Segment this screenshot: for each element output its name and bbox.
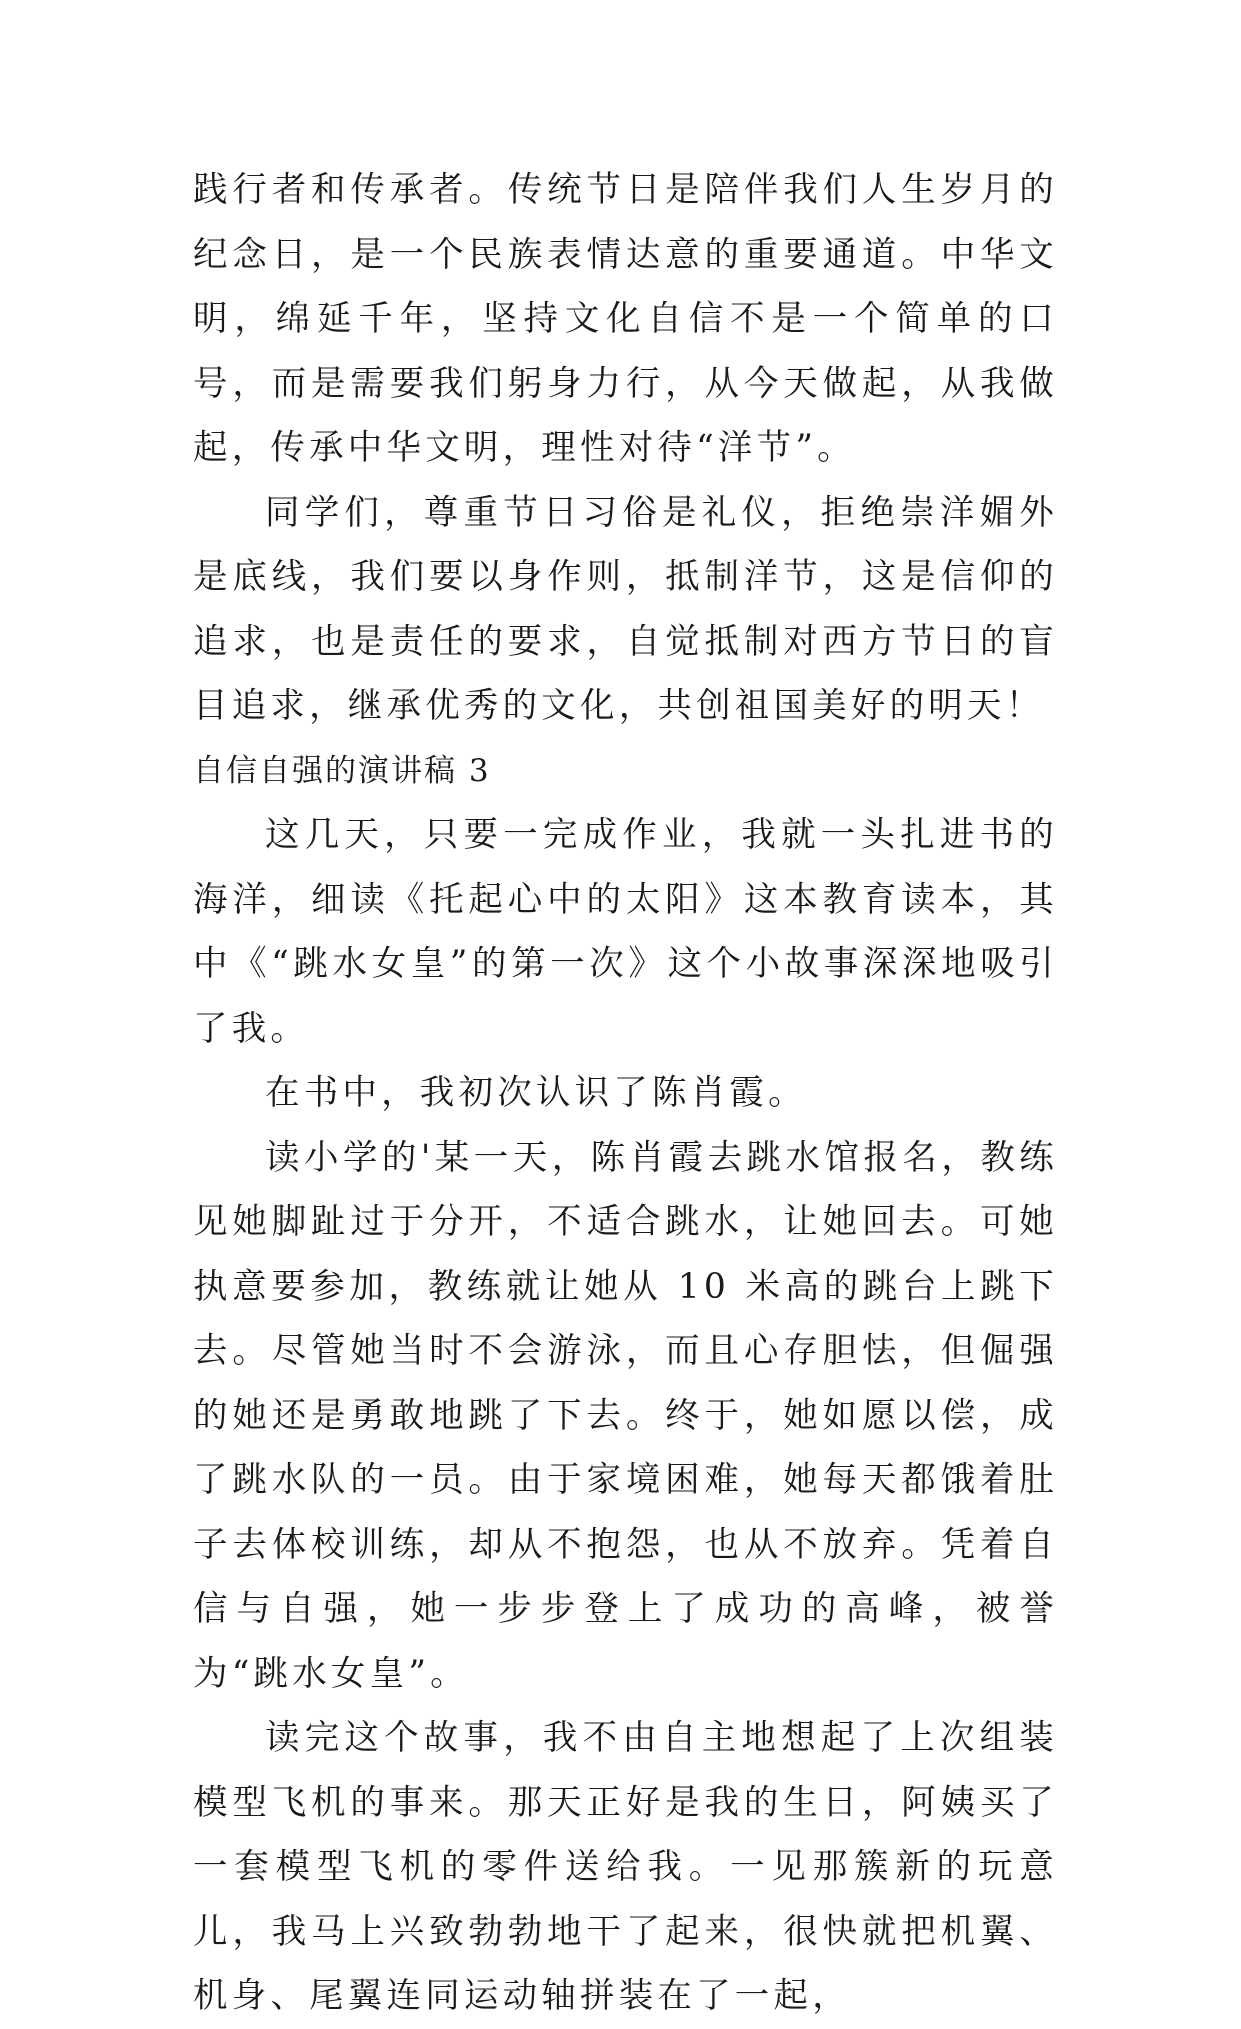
paragraph-1: 践行者和传承者。传统节日是陪伴我们人生岁月的纪念日，是一个民族表情达意的重要通道。中华文明，绵延千年，坚持文化自信不是一个简单的口号，而是需要我们躬身力行，从今天做起，从我做起，传承中华文明，理性对待“洋节”。 <box>193 170 1058 468</box>
document-page <box>193 158 1058 2029</box>
paragraph-2: 同学们，尊重节日习俗是礼仪，拒绝崇洋媚外是底线，我们要以身作则，抵制洋节，这是信仰的追求，也是责任的要求，自觉抵制对西方节日的盲目追求，继承优秀的文化，共创祖国美好的明天！ <box>193 492 1058 726</box>
section-heading: 自信自强的演讲稿 3 <box>193 752 491 789</box>
paragraph-3: 这几天，只要一完成作业，我就一头扎进书的海洋，细读《托起心中的太阳》这本教育读本，其中《“跳水女皇”的第一次》这个小故事深深地吸引了我。 <box>193 815 1058 1049</box>
paragraph-4: 在书中，我初次认识了陈肖霞。 <box>265 1073 807 1113</box>
paragraph-6: 读完这个故事，我不由自主地想起了上次组装模型飞机的事来。那天正好是我的生日，阿姨买了一套模型飞机的零件送给我。一见那簇新的玩意儿，我马上兴致勃勃地干了起来，很快就把机翼、机身、尾翼连同运动轴拼装在了一起， <box>193 1718 1058 2016</box>
paragraph-5: 读小学的'某一天，陈肖霞去跳水馆报名，教练见她脚趾过于分开，不适合跳水，让她回去。可她执意要参加，教练就让她从 10 米高的跳台上跳下去。尽管她当时不会游泳，而且心存胆怯，但倔强的她还是勇敢地跳了下去。终于，她如愿以偿，成了跳水队的一员。由于家境困难，她每天都饿着肚子去体校训练，却从不抱怨，也从不放弃。凭着自信与自强，她一步步登上了成功的高峰，被誉为“跳水女皇”。 <box>193 1137 1058 1694</box>
